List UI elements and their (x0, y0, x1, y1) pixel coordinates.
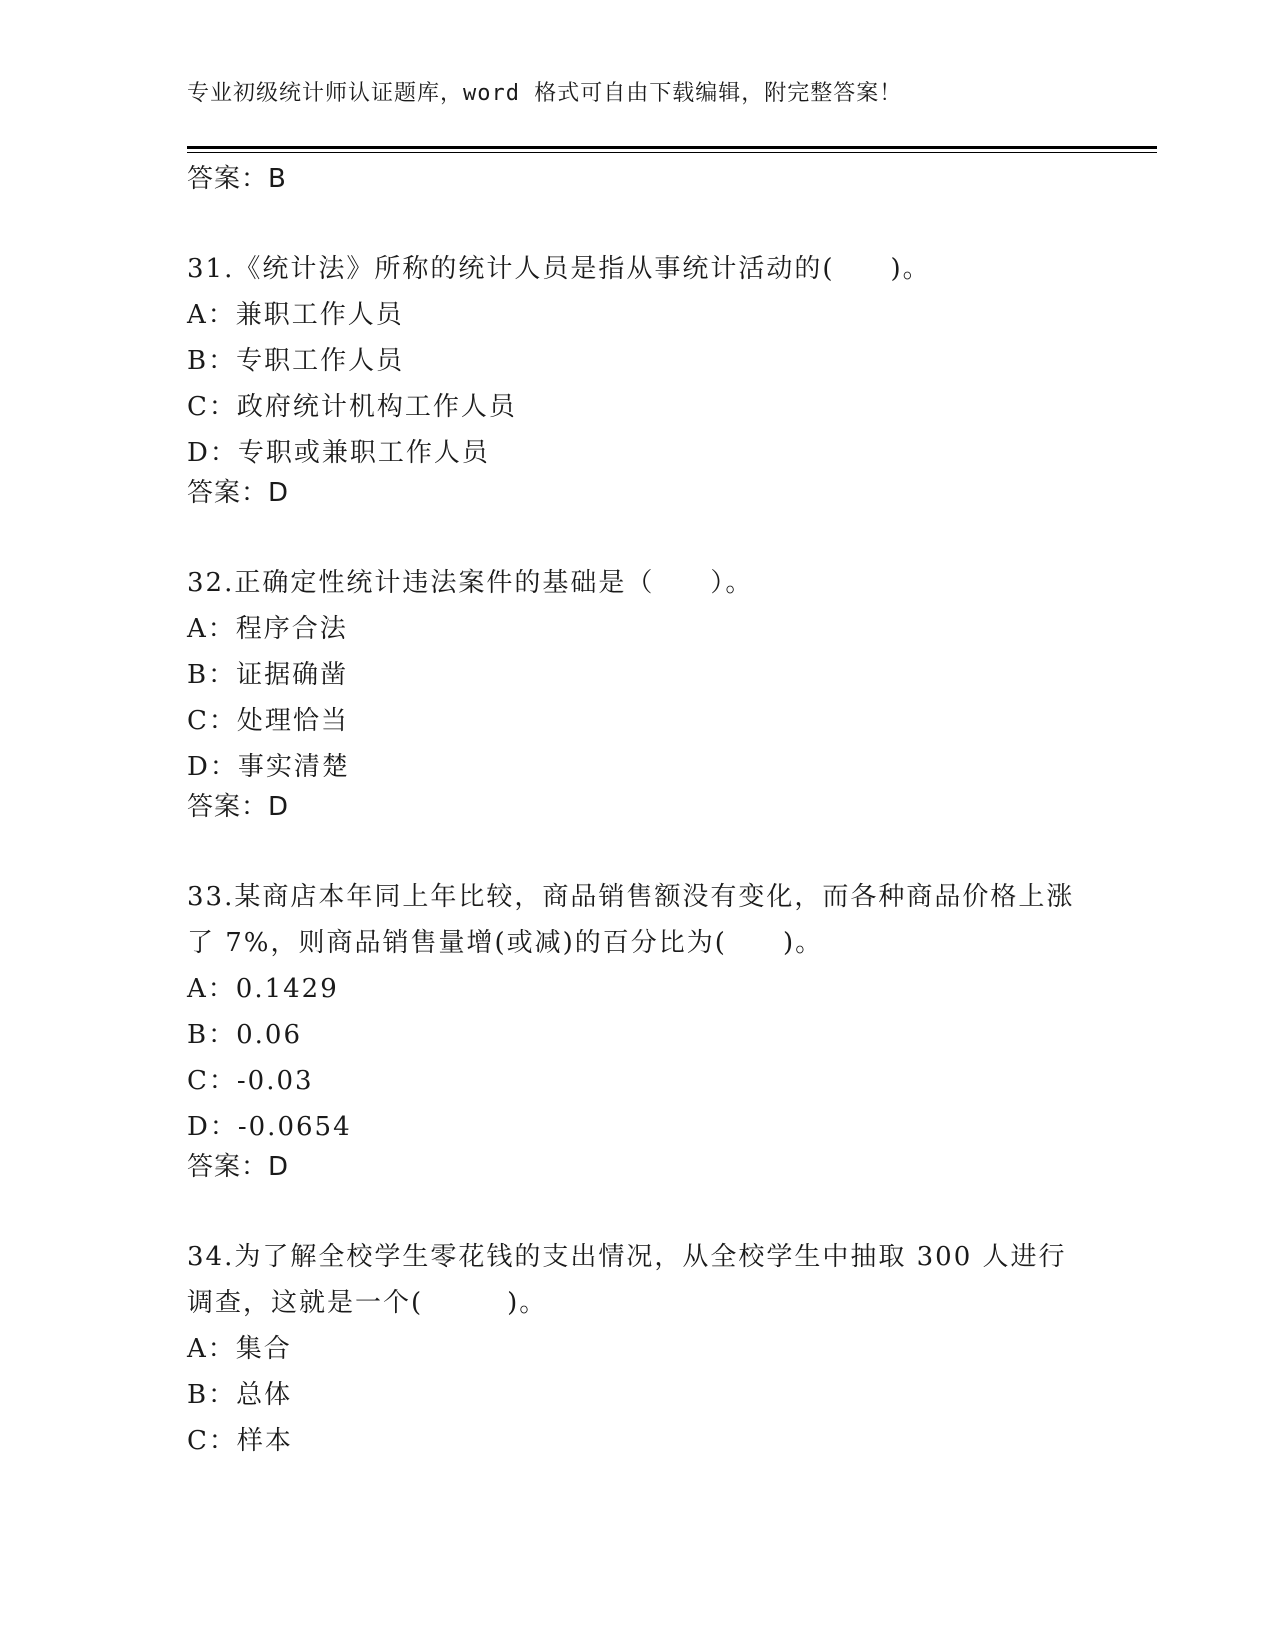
option-d: D：专职或兼职工作人员 (187, 438, 490, 468)
question-list (187, 162, 1087, 1464)
question-31: 31.《统计法》所称的统计人员是指从事统计活动的( )。 (187, 254, 931, 284)
option-c: C：处理恰当 (187, 706, 349, 736)
option-b: B：总体 (187, 1380, 293, 1410)
answer-line: 答案：D (187, 478, 290, 508)
question-34: 34.为了解全校学生零花钱的支出情况，从全校学生中抽取 300 人进行调查，这就是一个( )。 (187, 1242, 1067, 1318)
page-header: 专业初级统计师认证题库，word 格式可自由下载编辑，附完整答案！ (187, 81, 903, 106)
answer-line: 答案：D (187, 1152, 290, 1182)
option-d: D：-0.0654 (187, 1112, 352, 1142)
option-c: C：政府统计机构工作人员 (187, 392, 517, 422)
option-a: A：集合 (187, 1334, 292, 1364)
option-b: B：证据确凿 (187, 660, 349, 690)
option-a: A：0.1429 (187, 974, 339, 1004)
question-32: 32.正确定性统计违法案件的基础是（ ）。 (187, 568, 754, 598)
option-d: D：事实清楚 (187, 752, 350, 782)
option-b: B：0.06 (187, 1020, 302, 1050)
option-b: B：专职工作人员 (187, 346, 405, 376)
answer-line: 答案：D (187, 792, 290, 822)
option-a: A：程序合法 (187, 614, 348, 644)
question-33: 33.某商店本年同上年比较，商品销售额没有变化，而各种商品价格上涨了 7%，则商品销售量增(或减)的百分比为( )。 (187, 882, 1075, 958)
option-c: C：样本 (187, 1426, 293, 1456)
option-a: A：兼职工作人员 (187, 300, 404, 330)
header-divider-thick (187, 146, 1157, 149)
option-c: C：-0.03 (187, 1066, 314, 1096)
answer-line: 答案：B (187, 164, 287, 194)
header-divider-thin (187, 152, 1157, 153)
